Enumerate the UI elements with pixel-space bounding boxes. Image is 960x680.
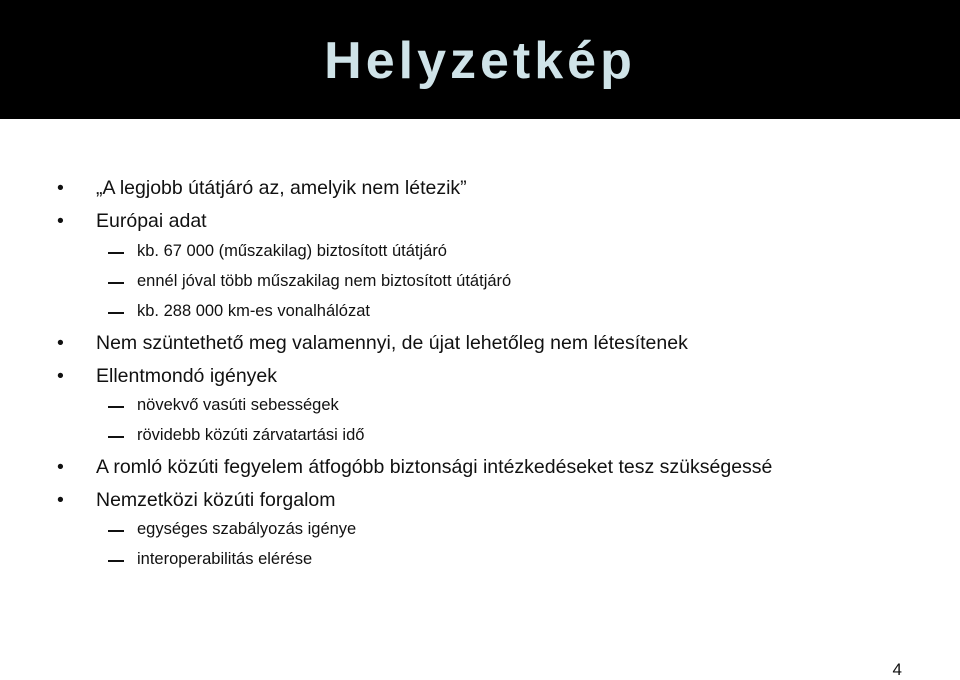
sub-bullet-text: kb. 288 000 km-es vonalhálózat	[137, 302, 370, 320]
bullet-marker: •	[57, 489, 64, 511]
dash-marker	[108, 282, 124, 284]
dash-marker	[108, 530, 124, 532]
slide-title: Helyzetkép	[324, 32, 636, 90]
sub-bullet-text: rövidebb közúti zárvatartási idő	[137, 426, 365, 444]
sub-bullet-text: ennél jóval több műszakilag nem biztosított útátjáró	[137, 272, 512, 290]
sub-bullet-text: interoperabilitás elérése	[137, 550, 313, 568]
bullet-marker: •	[57, 332, 64, 354]
bullet-text: „A legjobb útátjáró az, amelyik nem létezik”	[96, 177, 467, 199]
bullet-marker: •	[57, 365, 64, 387]
bullet-marker: •	[57, 177, 64, 199]
dash-marker	[108, 560, 124, 562]
sub-bullet-text: egységes szabályozás igénye	[137, 520, 357, 538]
sub-bullet-text: kb. 67 000 (műszakilag) biztosított útátjáró	[137, 242, 447, 260]
bullet-text: Nem szüntethető meg valamennyi, de újat lehetőleg nem létesítenek	[96, 332, 688, 354]
page-number: 4	[892, 660, 902, 679]
dash-marker	[108, 252, 124, 254]
dash-marker	[108, 312, 124, 314]
dash-marker	[108, 436, 124, 438]
bullet-text: Ellentmondó igények	[96, 365, 278, 387]
bullet-text: Nemzetközi közúti forgalom	[96, 489, 336, 511]
sub-bullet-text: növekvő vasúti sebességek	[137, 396, 339, 414]
bullet-marker: •	[57, 210, 64, 232]
bullet-marker: •	[57, 456, 64, 478]
bullet-text: A romló közúti fegyelem átfogóbb biztonsági intézkedéseket tesz szükségessé	[96, 456, 773, 478]
dash-marker	[108, 406, 124, 408]
bullet-text: Európai adat	[96, 210, 207, 232]
